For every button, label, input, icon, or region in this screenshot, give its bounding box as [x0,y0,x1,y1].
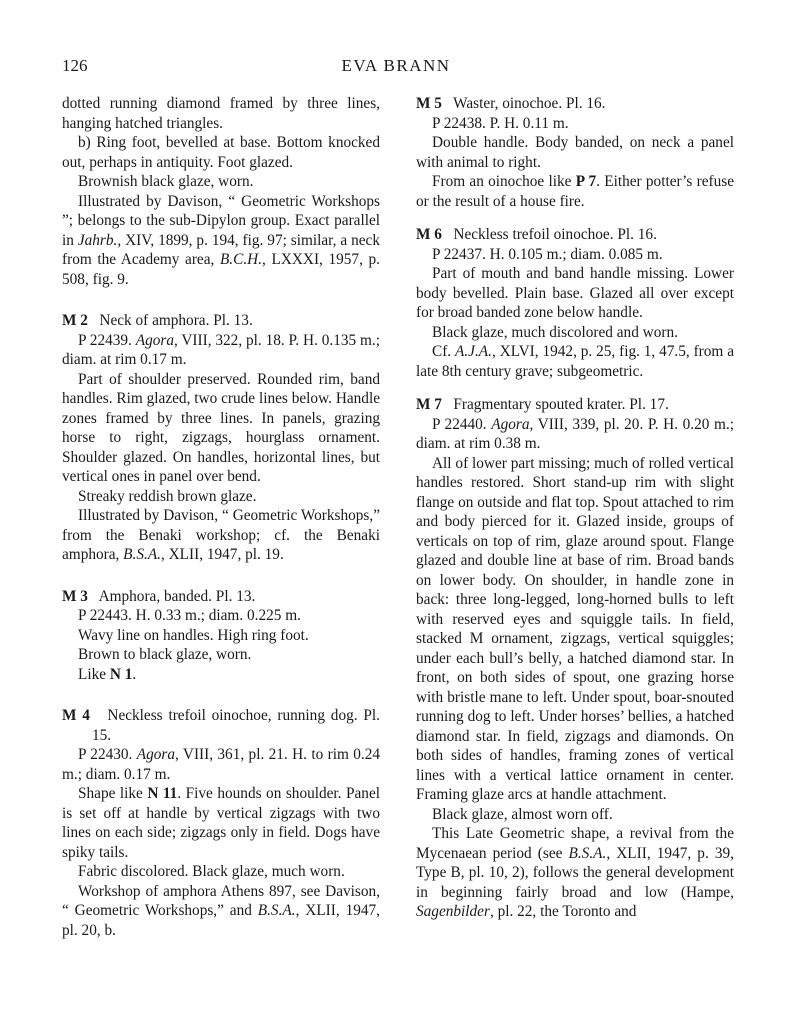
text: . Five hounds on shoulder. Panel is set off at handle by vertical zigzags with two lines on each side; zigzags only in field. Dogs have spiky tails. [62,785,380,861]
paragraph [416,805,734,825]
paragraph [62,487,380,507]
cross-reference: N 11 [147,785,178,802]
text: Streaky reddish brown glaze. [78,487,257,505]
text: Fabric discolored. Black glaze, much worn. [78,863,345,880]
text: Brown to black glaze, worn. [78,646,252,663]
paragraph [62,94,380,133]
paragraph [62,192,380,290]
text: P 22438. P. H. 0.11 m. [432,114,569,132]
paragraph [62,784,380,862]
journal-title: B.S.A. [257,902,296,919]
text: P 22440. [432,415,492,433]
text: P 22443. H. 0.33 m.; diam. 0.225 m. [78,607,301,624]
entry-heading [416,94,734,114]
text: , VIII, 361, pl. 21. H. to rim 0.24 m.; diam. 0.17 m. [62,746,380,783]
left-column [62,94,380,940]
paragraph [416,114,734,134]
text: Brownish black glaze, worn. [78,173,254,190]
text: Part of shoulder preserved. Rounded rim, band handles. Rim glazed, two crude lines below. Handle zones framed by three lines. In panels, grazing horse to right, zigzags, hourglass ornament. Shoulder glazed. On handles, horizontal lines, but vertical ones in panel over bend. [62,370,380,485]
paragraph [416,264,734,323]
catalogue-number: M 5 [416,95,442,112]
text: , XLVI, 1942, p. 25, fig. 1, 47.5, from a late 8th century grave; subgeometric. [416,343,734,380]
text: Shape like [78,785,148,802]
text: P 22437. H. 0.105 m.; diam. 0.085 m. [432,245,663,263]
paragraph [416,172,734,211]
text: Double handle. Body banded, on neck a panel with animal to right. [416,134,734,171]
entry-m2 [62,311,380,565]
paragraph [62,862,380,882]
entry-m6 [416,225,734,381]
text: P 22439. [78,331,136,349]
text: Illustrated by Davison, “ Geometric Workshops,” from the Benaki workshop; cf. the Benaki amphora, [62,507,380,563]
paragraph [62,506,380,565]
journal-title: Jahrb. [77,231,118,249]
entry-heading [416,225,734,245]
entry-m3 [62,587,380,685]
paragraph [62,645,380,665]
entry-title: Amphora, banded. Pl. 13. [98,587,256,605]
entry-m4 [62,706,380,940]
paragraph [62,745,380,784]
text: All of lower part missing; much of rolled vertical handles restored. Short stand-up rim with slight flange on outside and flat top. Spout attached to rim and body pierced for it. Glazed inside, groups of verticals on top of rim, glaze around spout. Flange glazed and double line at base of rim. Broad bands on lower body. On shoulder, in handle zone in back: three long-legged, long-horned bulls to left with reserved eyes and squiggle tails. In field, stacked M ornament, zigzags, vertical squiggles; under each bull’s belly, a hatched diamond star. In front, on both sides of spout, one grazing horse with bristle mane to left. Under spout, boar-snouted running dog to left. Under horses’ bellies, a hatched diamond star. In field, zigzags and diamonds. On both sides of handles, framing zones of vertical lines with a vertical lattice ornament in center. Framing glaze arcs at handle attachment. [416,454,734,803]
text: , XLII, 1947, p. 39, Type B, pl. 10, 2), follows the general development in beginning fairly broad and low (Hampe, [416,844,734,901]
paragraph [62,606,380,626]
journal-title: A.J.A. [455,343,492,360]
text: P 22430. [78,746,137,763]
entry-title: Waster, oinochoe. Pl. 16. [453,95,606,112]
text: This Late Geometric shape, a revival from the Mycenaean period (see [416,825,734,862]
text: , VIII, 322, pl. 18. P. H. 0.135 m.; diam. at rim 0.17 m. [62,331,380,368]
entry-m1-continued [62,94,380,289]
paragraph [62,626,380,646]
entry-heading [62,311,380,331]
text: , VIII, 339, pl. 20. P. H. 0.20 m.; diam. at rim 0.38 m. [416,415,734,452]
running-head: EVA BRANN [341,56,451,75]
page-header [0,56,792,78]
text: , XIV, 1899, p. 194, fig. 97; similar, a neck from the Academy area, [62,231,380,268]
paragraph [416,323,734,343]
text: Illustrated by Davison, “ Geometric Workshops ”; belongs to the sub-Dipylon group. Exact parallel in [62,192,380,249]
entry-heading [416,395,734,415]
text: , LXXXI, 1957, p. 508, fig. 9. [62,251,380,288]
journal-title: Agora [136,746,175,763]
paragraph [416,824,734,922]
cross-reference: N 1 [109,665,133,683]
entry-title: Fragmentary spouted krater. Pl. 17. [453,396,669,413]
text: , XLII, 1947, pl. 20, b. [62,902,380,939]
entry-m5 [416,94,734,211]
paragraph [62,370,380,487]
book-title: Sagenbilder [416,903,490,920]
catalogue-number: M 7 [416,396,442,413]
entry-m7 [416,395,734,922]
paragraph [416,415,734,454]
text: Like [78,665,110,683]
cross-reference: P 7 [575,173,597,190]
text: Cf. [432,343,455,360]
text: . Either potter’s refuse or the result of a house fire. [416,173,734,210]
right-column [416,94,734,922]
text: dotted running diamond framed by three lines, hanging hatched triangles. [62,95,380,132]
text: , XLII, 1947, pl. 19. [160,546,284,563]
text: Part of mouth and band handle missing. Lower body bevelled. Plain base. Glazed all over except for broad banded zone below handle. [416,265,734,321]
paragraph [416,342,734,381]
text: Workshop of amphora Athens 897, see Davison, “ Geometric Workshops,” and [62,882,380,919]
journal-title: Agora [491,415,530,433]
journal-title: Agora [135,331,174,349]
catalogue-number: M 3 [62,587,88,605]
paragraph [62,172,380,192]
journal-title: B.C.H. [219,251,263,268]
text: Black glaze, almost worn off. [432,805,613,823]
entry-title: Neckless trefoil oinochoe. Pl. 16. [453,226,657,243]
paragraph [62,665,380,685]
paragraph [62,133,380,172]
text: Black glaze, much discolored and worn. [432,323,678,341]
journal-title: B.S.A. [568,844,607,862]
paragraph [416,245,734,265]
entry-title: Neckless trefoil oinochoe, running dog. Pl. 15. [92,707,380,744]
text: . [132,665,137,683]
text: Wavy line on handles. High ring foot. [78,626,309,644]
journal-title: B.S.A. [123,546,161,563]
catalogue-number: M 2 [62,312,88,329]
paragraph [62,882,380,941]
entry-title: Neck of amphora. Pl. 13. [99,312,253,329]
text: b) Ring foot, bevelled at base. Bottom knocked out, perhaps in antiquity. Foot glazed. [62,134,380,171]
paragraph [416,454,734,805]
catalogue-number: M 4 [62,707,90,724]
page-number: 126 [62,56,88,75]
text: From an oinochoe like [432,173,576,190]
entry-heading [62,706,380,745]
entry-heading [62,587,380,607]
text: , pl. 22, the Toronto and [489,903,637,920]
catalogue-number: M 6 [416,226,442,243]
paragraph [416,133,734,172]
paragraph [62,331,380,370]
